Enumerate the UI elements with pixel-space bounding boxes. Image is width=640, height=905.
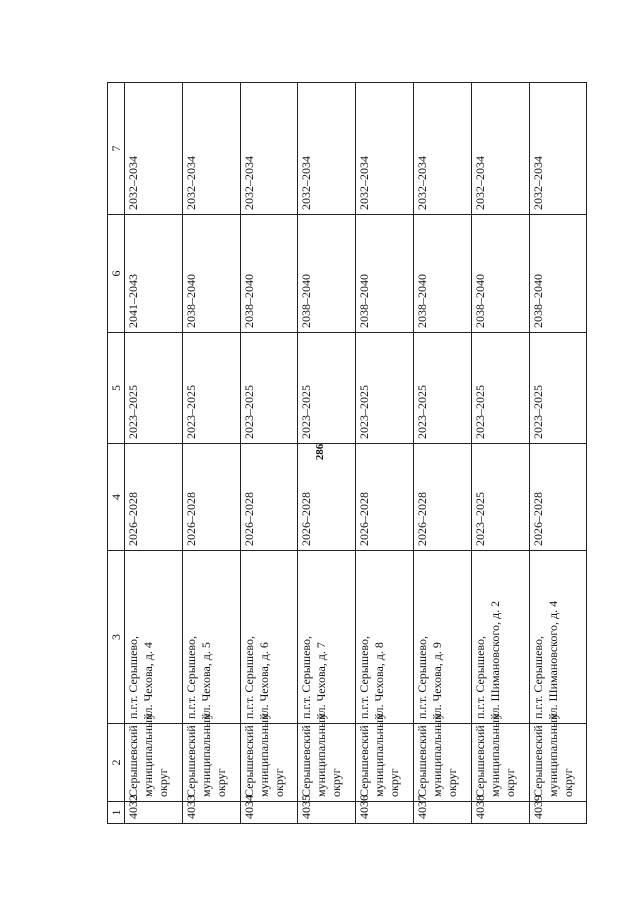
column-number: 1 xyxy=(108,802,125,824)
period-cell: 2032–2034 xyxy=(471,83,529,215)
period-cell: 2026–2028 xyxy=(413,444,471,551)
page-number: 286 xyxy=(314,443,326,461)
table-row xyxy=(240,83,298,824)
housing-schedule-table xyxy=(107,82,587,824)
period-cell: 2032–2034 xyxy=(529,83,587,215)
table-row xyxy=(125,83,183,824)
row-id: 4035 xyxy=(298,802,356,824)
period-cell: 2032–2034 xyxy=(413,83,471,215)
period-cell: 2041–2043 xyxy=(125,215,183,333)
address-cell: п.г.т. Серышево, ул. Чехова, д. 6 xyxy=(240,551,298,724)
table-row xyxy=(471,83,529,824)
table-row xyxy=(413,83,471,824)
period-cell: 2032–2034 xyxy=(125,83,183,215)
period-cell: 2023–2025 xyxy=(298,333,356,444)
district-cell: Серышевский муниципальный округ xyxy=(413,724,471,802)
period-cell: 2026–2028 xyxy=(529,444,587,551)
address-cell: п.г.т. Серышево, ул. Чехова, д. 5 xyxy=(182,551,240,724)
row-id: 4037 xyxy=(413,802,471,824)
column-number: 6 xyxy=(108,215,125,333)
period-cell: 2032–2034 xyxy=(240,83,298,215)
address-cell: п.г.т. Серышево, ул. Чехова, д. 7 xyxy=(298,551,356,724)
address-cell: п.г.т. Серышево, ул. Чехова, д. 8 xyxy=(356,551,414,724)
period-cell: 2032–2034 xyxy=(356,83,414,215)
address-cell: п.г.т. Серышево, ул. Чехова, д. 4 xyxy=(125,551,183,724)
period-cell: 2038–2040 xyxy=(240,215,298,333)
table-row xyxy=(182,83,240,824)
district-cell: Серышевский муниципальный округ xyxy=(356,724,414,802)
table-frame xyxy=(107,83,587,824)
period-cell: 2026–2028 xyxy=(298,444,356,551)
column-number: 3 xyxy=(108,551,125,724)
column-number: 5 xyxy=(108,333,125,444)
period-cell: 2023–2025 xyxy=(125,333,183,444)
column-number: 4 xyxy=(108,444,125,551)
period-cell: 2038–2040 xyxy=(182,215,240,333)
period-cell: 2023–2025 xyxy=(413,333,471,444)
period-cell: 2023–2025 xyxy=(356,333,414,444)
row-id: 4039 xyxy=(529,802,587,824)
period-cell: 2032–2034 xyxy=(182,83,240,215)
column-number: 7 xyxy=(108,83,125,215)
address-cell: п.г.т. Серышево, ул. Чехова, д. 9 xyxy=(413,551,471,724)
period-cell: 2038–2040 xyxy=(298,215,356,333)
period-cell: 2023–2025 xyxy=(240,333,298,444)
row-id: 4038 xyxy=(471,802,529,824)
period-cell: 2032–2034 xyxy=(298,83,356,215)
period-cell: 2026–2028 xyxy=(356,444,414,551)
period-cell: 2026–2028 xyxy=(240,444,298,551)
address-cell: п.г.т. Серышево, ул. Шимановского, д. 2 xyxy=(471,551,529,724)
district-cell: Серышевский муниципальный округ xyxy=(298,724,356,802)
row-id: 4032 xyxy=(125,802,183,824)
district-cell: Серышевский муниципальный округ xyxy=(529,724,587,802)
period-cell: 2038–2040 xyxy=(356,215,414,333)
district-cell: Серышевский муниципальный округ xyxy=(471,724,529,802)
period-cell: 2023–2025 xyxy=(529,333,587,444)
period-cell: 2026–2028 xyxy=(182,444,240,551)
district-cell: Серышевский муниципальный округ xyxy=(182,724,240,802)
row-id: 4033 xyxy=(182,802,240,824)
row-id: 4034 xyxy=(240,802,298,824)
district-cell: Серышевский муниципальный округ xyxy=(125,724,183,802)
rotated-table-wrapper xyxy=(107,83,587,824)
column-number-row xyxy=(108,83,125,824)
period-cell: 2023–2025 xyxy=(471,444,529,551)
row-id: 4036 xyxy=(356,802,414,824)
period-cell: 2038–2040 xyxy=(413,215,471,333)
district-cell: Серышевский муниципальный округ xyxy=(240,724,298,802)
table-row xyxy=(356,83,414,824)
table-row xyxy=(529,83,587,824)
period-cell: 2023–2025 xyxy=(182,333,240,444)
period-cell: 2026–2028 xyxy=(125,444,183,551)
column-number: 2 xyxy=(108,724,125,802)
period-cell: 2023–2025 xyxy=(471,333,529,444)
table-row xyxy=(298,83,356,824)
period-cell: 2038–2040 xyxy=(529,215,587,333)
address-cell: п.г.т. Серышево, ул. Шимановского, д. 4 xyxy=(529,551,587,724)
period-cell: 2038–2040 xyxy=(471,215,529,333)
